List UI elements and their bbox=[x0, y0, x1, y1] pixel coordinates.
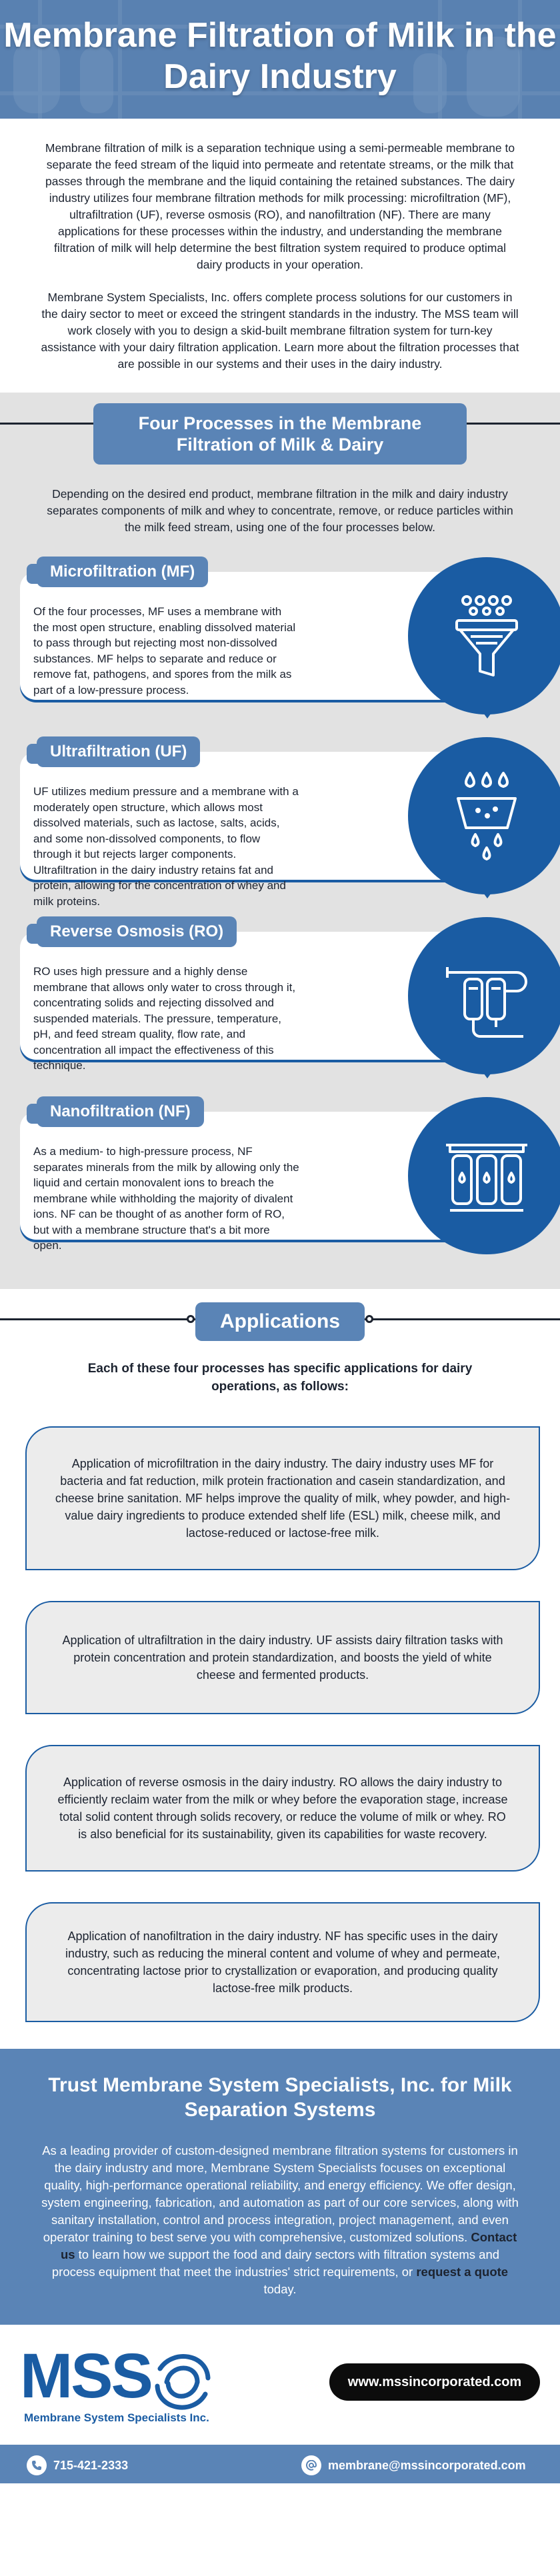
footer-logo-band bbox=[0, 2325, 560, 2445]
trust-paragraph bbox=[37, 2142, 523, 2298]
intro-section bbox=[0, 119, 560, 373]
application-card-uf bbox=[25, 1601, 540, 1714]
website-link[interactable]: www.mssincorporated.com bbox=[329, 2363, 540, 2401]
flow-arrow-head bbox=[477, 884, 498, 898]
application-card-ro bbox=[25, 1745, 540, 1872]
flow-arrow-head bbox=[477, 1064, 498, 1078]
application-text: Application of microfiltration in the dairy industry. The dairy industry uses MF for bacteria and fat reduction, milk protein fractionation and casein standardization, and cheese brine sanitation. MF helps improve the quality of milk, whey powder, and high-value dairy ingredients to produce extended shelf life (ESL) milk, cheese milk, and lactose-reduced or lactose-free milk. bbox=[55, 1457, 511, 1540]
company-name: Membrane System Specialists Inc. bbox=[24, 2411, 209, 2424]
applications-intro: Each of these four processes has specific applications for dairy operations, as follows: bbox=[87, 1362, 473, 1394]
applications-section bbox=[0, 1289, 560, 2049]
intro-paragraph-2: Membrane System Specialists, Inc. offers complete process solutions for our customers in the dairy sector to meet or exceed the stringent standards in the industry. The MSS team will work closely with you to design a skid-built membrane filtration system for turn-key assistance with your dairy filtration application. Learn more about the filtration processes that are possible in our systems and their uses in the dairy industry. bbox=[41, 291, 519, 371]
process-label-uf: Ultrafiltration (UF) bbox=[37, 736, 200, 767]
email-contact[interactable] bbox=[301, 2455, 526, 2475]
phone-contact[interactable] bbox=[27, 2455, 128, 2475]
processes-intro: Depending on the desired end product, membrane filtration in the milk and dairy industry separates components of milk and whey to concentrate, remove, or reduce particles within the milk feed stream, using one of the four processes below. bbox=[47, 487, 513, 534]
process-card-mf bbox=[0, 553, 560, 716]
process-label-nf: Nanofiltration (NF) bbox=[37, 1096, 204, 1127]
trust-heading: Trust Membrane System Specialists, Inc. for Milk Separation Systems bbox=[48, 2074, 512, 2121]
hero-header bbox=[0, 0, 560, 119]
process-label-mf: Microfiltration (MF) bbox=[37, 557, 208, 587]
application-card-mf bbox=[25, 1426, 540, 1570]
processes-section bbox=[0, 393, 560, 1289]
process-label-ro: Reverse Osmosis (RO) bbox=[37, 916, 237, 947]
divider-dot bbox=[365, 1315, 373, 1323]
application-card-nf bbox=[25, 1902, 540, 2022]
trust-text: to learn how we support the food and dairy sectors with filtration systems and process equipment that meet the industries' strict requirements, or bbox=[51, 2247, 500, 2279]
process-text: RO uses high pressure and a highly dense membrane that allows only water to cross through it, concentrating solids and rejecting dissolved and suspended materials. The pressure, temperature, pH, and feed stream quality, flow rate, and concentration all impact the effectiveness of this technique. bbox=[33, 965, 296, 1072]
droplet-filter-icon bbox=[408, 737, 560, 894]
contact-us-link[interactable]: Contact us bbox=[60, 2230, 517, 2261]
flow-arrow-head bbox=[477, 704, 498, 718]
logo-swirl-icon bbox=[147, 2349, 220, 2415]
applications-heading: Applications bbox=[195, 1302, 365, 1341]
email-icon bbox=[301, 2455, 321, 2475]
processes-heading-wrap bbox=[0, 393, 560, 453]
trust-text: today. bbox=[263, 2282, 297, 2296]
intro-paragraph-1: Membrane filtration of milk is a separation technique using a semi-permeable membrane to separate the feed stream of the liquid into permeate and retentate streams, or the milk that passes through the membrane and the liquid containing the retained substances. The dairy industry utilizes four membrane filtration methods for milk processing: microfiltration (MF), ultrafiltration (UF), reverse osmosis (RO), and nanofiltration (NF). There are many applications for these processes within the industry, and understanding the membrane filtration of milk will help determine the best filtration system required to produce optimal dairy products in your operation. bbox=[45, 141, 515, 271]
process-text: As a medium- to high-pressure process, NF separates minerals from the milk by allowing only the liquid and certain monovalent ions to breach the membrane while withholding the majority of divalent ions. NF can be thought of as another form of RO, but with a membrane structure that's a bit more open. bbox=[33, 1145, 299, 1252]
process-text: Of the four processes, MF uses a membrane with the most open structure, enabling dissolved material to pass through but rejecting most non-dissolved substances. MF helps to separate and reduce or remove fat, pathogens, and spores from the milk as part of a low-pressure process. bbox=[33, 605, 296, 696]
contact-bar bbox=[0, 2445, 560, 2483]
pipe-filter-icon bbox=[408, 917, 560, 1074]
application-text: Application of reverse osmosis in the dairy industry. RO allows the dairy industry to efficiently reclaim water from the milk or whey before the evaporation stage, increase total solid content through solids recovery, or reduce the volume of milk or whey. RO is also beneficial for its sustainability, given its capabilities for waste recovery. bbox=[57, 1776, 508, 1841]
funnel-filter-icon bbox=[408, 557, 560, 714]
process-card-ro bbox=[0, 913, 560, 1076]
trust-section bbox=[0, 2049, 560, 2325]
trust-text: As a leading provider of custom-designed membrane filtration systems for customers in the dairy industry and more, Membrane System Specialists focuses on exceptional quality, high-performance operational reliability, and energy efficiency. We offer design, system engineering, fabrication, and automation as part of our core services, along with sanitary installation, control and process integration, project management, and even operator training to best serve you with comprehensive, customized solutions. bbox=[41, 2143, 519, 2244]
request-quote-link[interactable]: request a quote bbox=[416, 2265, 509, 2279]
page-title: Membrane Filtration of Milk in the Dairy Industry bbox=[3, 16, 557, 96]
cartridge-filter-icon bbox=[408, 1097, 560, 1254]
process-card-uf bbox=[0, 733, 560, 908]
phone-number: 715-421-2333 bbox=[53, 2458, 129, 2472]
processes-heading: Four Processes in the Membrane Filtration of Milk & Dairy bbox=[93, 403, 467, 465]
process-card-nf bbox=[0, 1093, 560, 1256]
email-address: membrane@mssincorporated.com bbox=[328, 2458, 526, 2472]
divider-dot bbox=[187, 1315, 195, 1323]
phone-icon bbox=[27, 2455, 47, 2475]
applications-heading-wrap bbox=[0, 1289, 560, 1346]
process-text: UF utilizes medium pressure and a membrane with a moderately open structure, which allows most dissolved materials, such as lactose, salts, acids, and some non-dissolved components, to flow through it but rejects larger components. Ultrafiltration in the dairy industry retains fat and protein, allowing for the concentration of whey and milk proteins. bbox=[33, 785, 299, 908]
company-logo: MSS bbox=[20, 2341, 151, 2411]
application-text: Application of ultrafiltration in the dairy industry. UF assists dairy filtration tasks with protein concentration and protein standardization, and boosts the yield of white cheese and fermented products. bbox=[62, 1634, 503, 1682]
application-text: Application of nanofiltration in the dairy industry. NF has specific uses in the dairy industry, such as reducing the mineral content and volume of whey and permeate, concentrating lactose prior to crystallization or evaporation, and producing quality lactose-free milk products. bbox=[65, 1930, 501, 1995]
